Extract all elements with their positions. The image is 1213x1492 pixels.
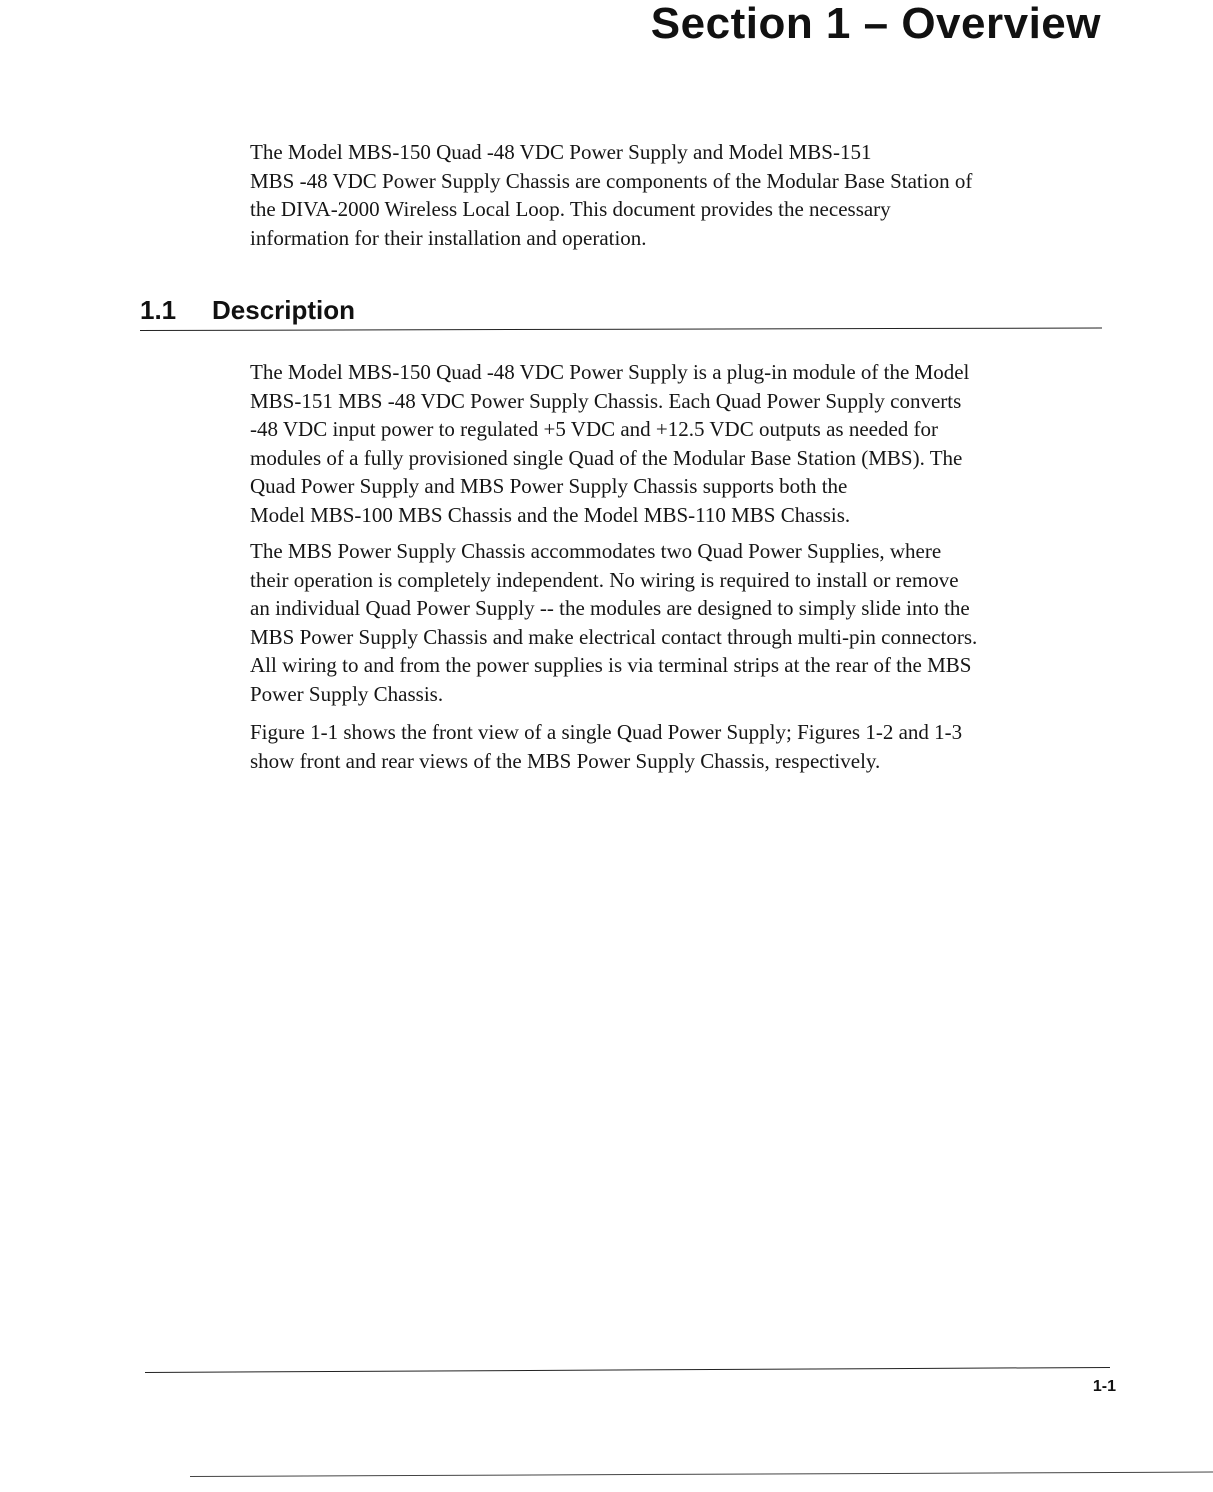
subsection-number: 1.1	[140, 295, 177, 325]
footer-divider	[145, 1367, 1110, 1373]
section-title: Section 1 – Overview	[650, 0, 1101, 48]
subsection-title: Description	[212, 295, 356, 325]
intro-paragraph: The Model MBS-150 Quad -48 VDC Power Supply and Model MBS-151 MBS -48 VDC Power Supply Chassis are components of the Modular Base Station of the DIVA-2000 Wireless Local Loop. This document provides the necessary information for their installation and operation.	[250, 140, 973, 250]
description-paragraph: Figure 1-1 shows the front view of a single Quad Power Supply; Figures 1-2 and 1-3 show front and rear views of the MBS Power Supply Chassis, respectively.	[250, 720, 963, 773]
subsection-divider	[140, 327, 1102, 331]
description-paragraph: The MBS Power Supply Chassis accommodates two Quad Power Supplies, where their operation is completely independent. No wiring is required to install or remove an individual Quad Power Supply -- the modules are designed to simply slide into the MBS Power Supply Chassis and make electrical contact through multi-pin connectors. All wiring to and from the power supplies is via terminal strips at the rear of the MBS Power Supply Chassis.	[250, 539, 978, 706]
description-paragraph: The Model MBS-150 Quad -48 VDC Power Supply is a plug-in module of the Model MBS-151 MBS -48 VDC Power Supply Chassis. Each Quad Power Supply converts -48 VDC input power to regulated +5 VDC and +12.5 VDC outputs as needed for modules of a fully provisioned single Quad of the Modular Base Station (MBS). The Quad Power Supply and MBS Power Supply Chassis supports both the Model MBS-100 MBS Chassis and the Model MBS-110 MBS Chassis.	[250, 360, 970, 527]
scan-edge-line	[190, 1472, 1213, 1477]
page-number: 1-1	[1092, 1378, 1116, 1395]
subsection-heading	[140, 294, 355, 326]
